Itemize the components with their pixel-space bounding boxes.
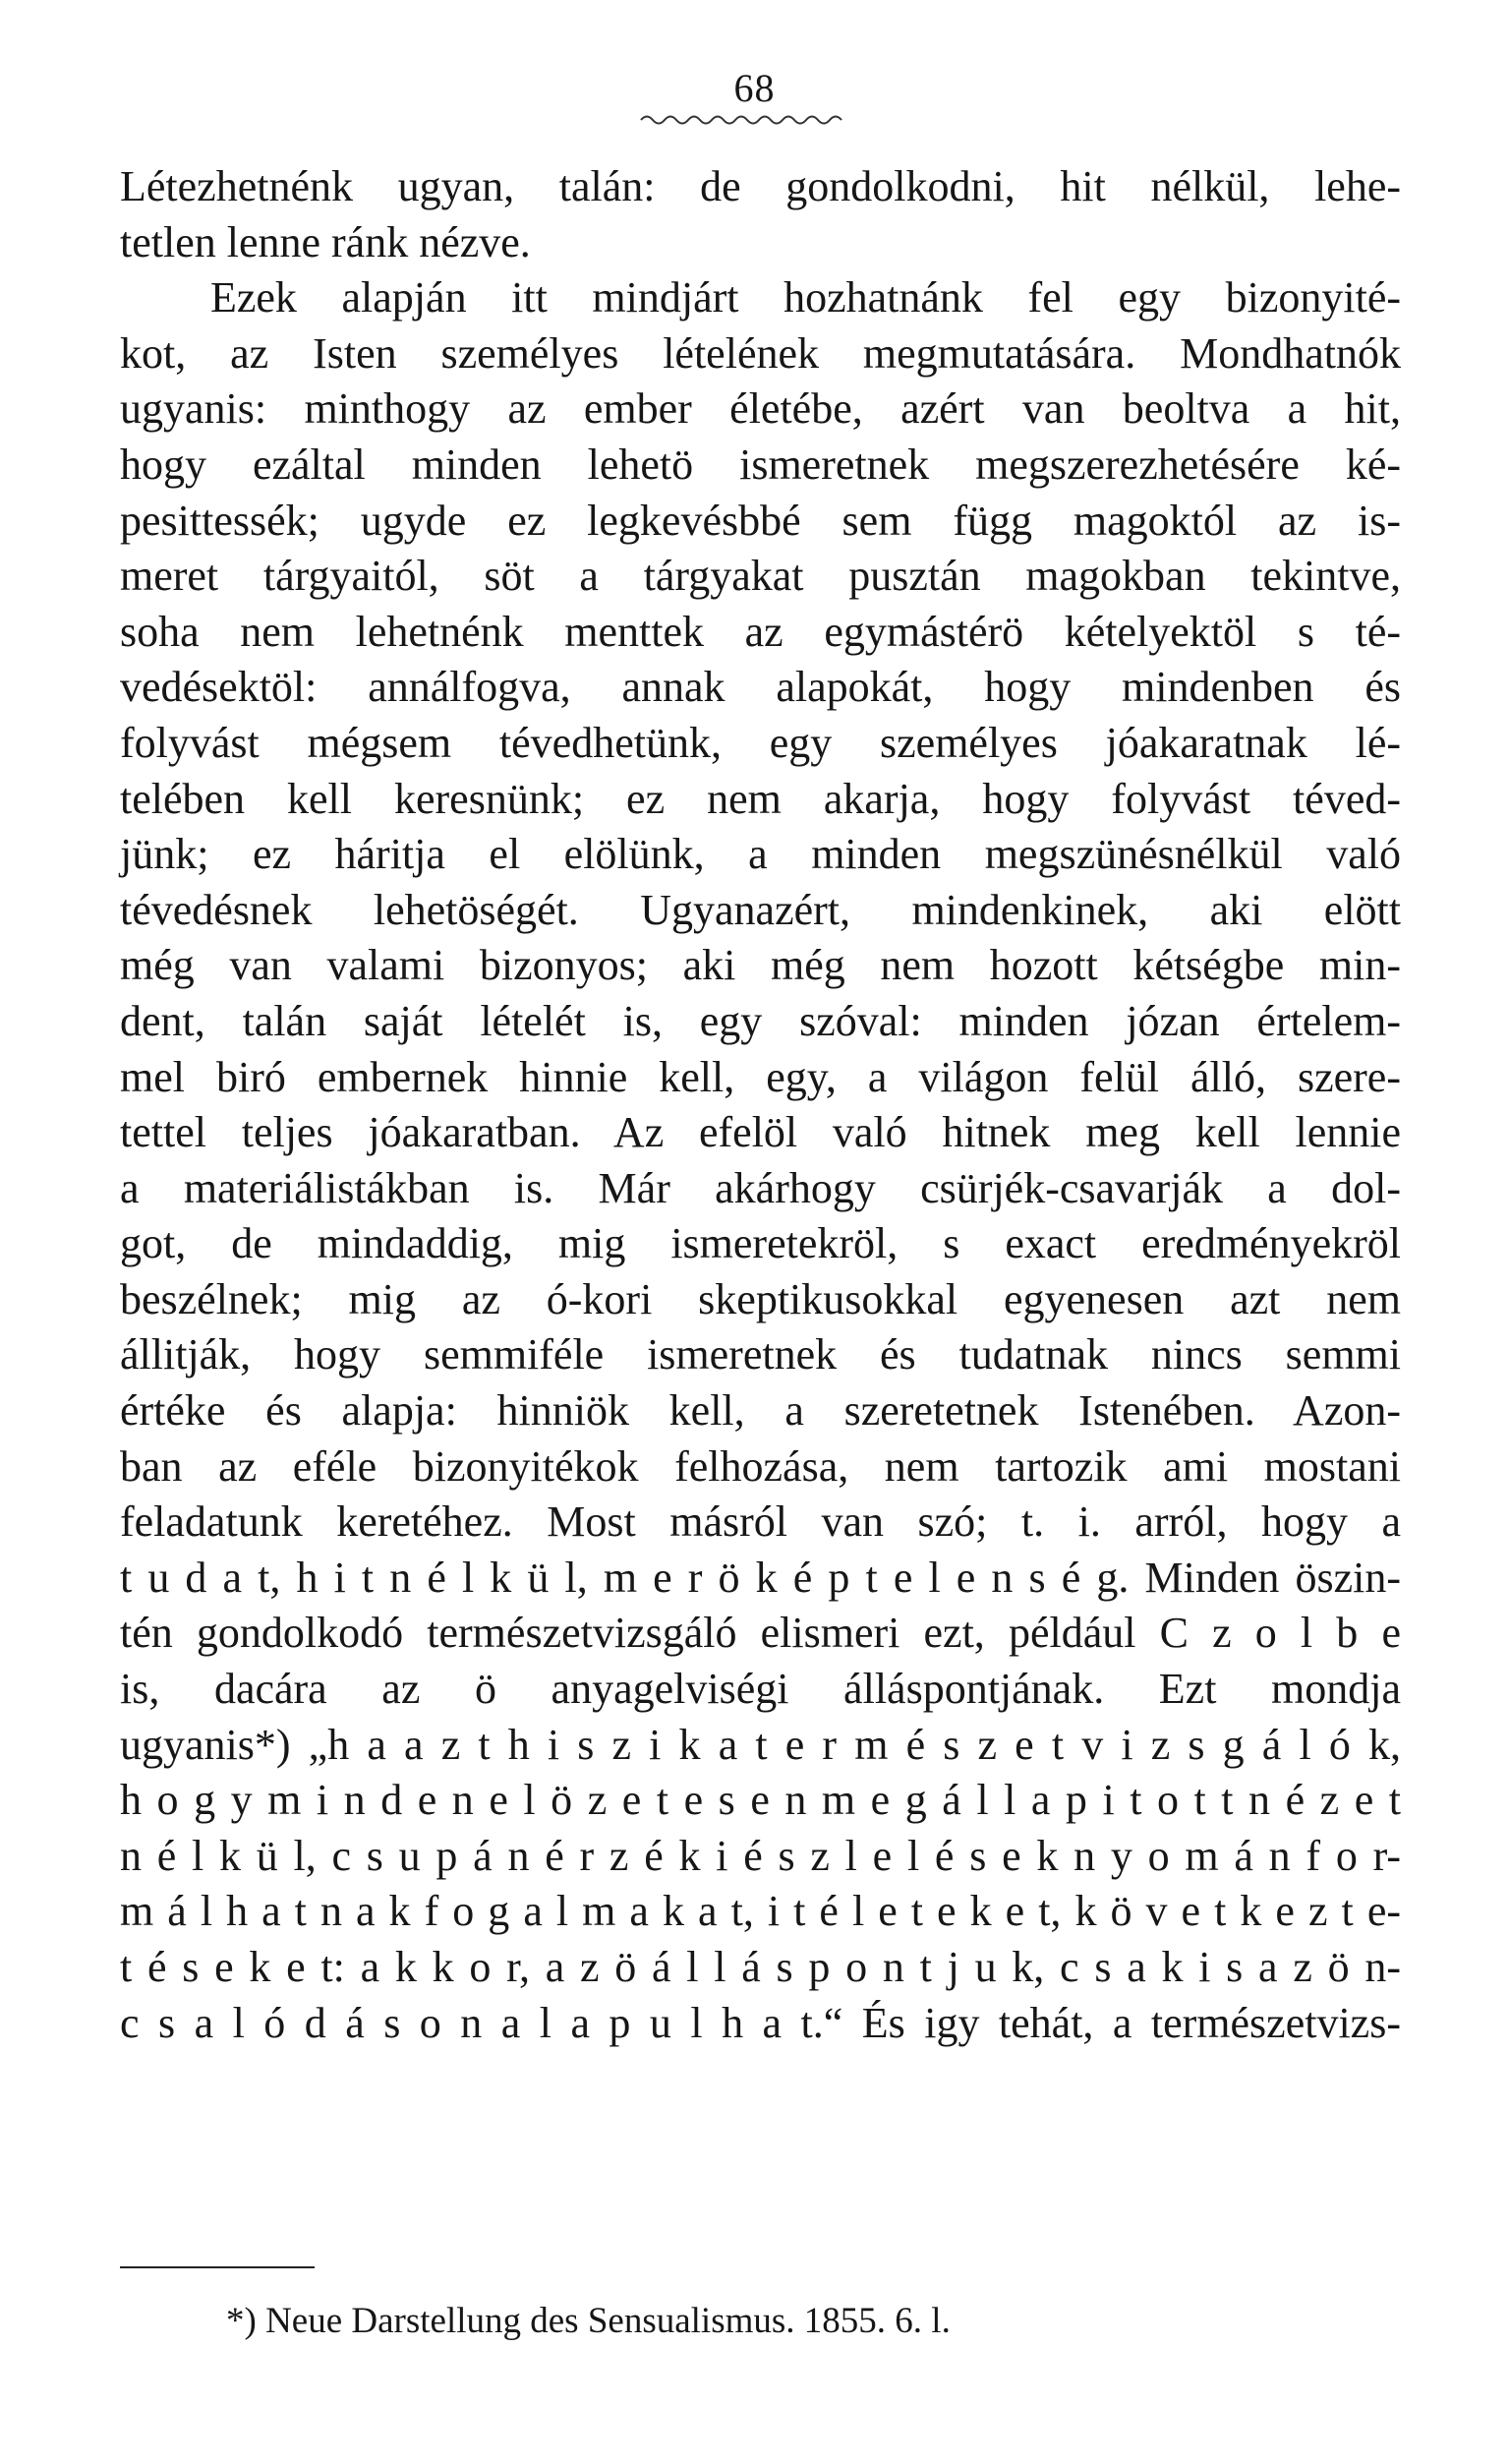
- text-line: hogy ezáltal minden lehetö ismeretnek megszerezhetésére ké-: [120, 440, 1401, 489]
- text-line: beszélnek; mig az ó-kori skeptikusokkal egyenesen azt nem: [120, 1274, 1401, 1323]
- text-line: tetlen lenne ránk nézve.: [120, 217, 531, 266]
- text-line: Ezek alapján itt mindjárt hozhatnánk fel egy bizonyité-: [210, 273, 1401, 323]
- text-line: c s a l ó d á s o n a l a p u l h a t.“ És igy tehát, a természetvizs-: [120, 1998, 1401, 2047]
- page-number-ornament: [639, 112, 851, 128]
- text-line: mel biró embernek hinnie kell, egy, a világon felül álló, szere-: [120, 1052, 1401, 1101]
- text-line: Létezhetnénk ugyan, talán: de gondolkodni, hit nélkül, lehe-: [120, 162, 1401, 210]
- text-line: ugyanis: minthogy az ember életébe, azért van beoltva a hit,: [120, 384, 1401, 434]
- text-line: got, de mindaddig, mig ismeretekröl, s exact eredményekröl: [120, 1219, 1401, 1268]
- footnote: *) Neue Darstellung des Sensualismus. 1855. 6. l.: [226, 2301, 951, 2341]
- text-line: n é l k ü l, c s u p á n é r z é k i é s z l e l é s e k n y o m á n f o r-: [120, 1831, 1401, 1880]
- page-number: 68: [733, 66, 776, 110]
- text-line: soha nem lehetnénk menttek az egymástérö kételyektöl s té-: [120, 607, 1401, 656]
- text-line: t u d a t, h i t n é l k ü l, m e r ö k é p t e l e n s é g. Minden öszin-: [120, 1553, 1401, 1602]
- text-line: vedésektöl: annálfogva, annak alapokát, hogy mindenben és: [120, 663, 1401, 712]
- text-line: ban az eféle bizonyitékok felhozása, nem tartozik ami mostani: [120, 1441, 1401, 1491]
- text-line: tévedésnek lehetöségét. Ugyanazért, mindenkinek, aki elött: [120, 885, 1401, 934]
- text-line: tettel teljes jóakaratban. Az efelöl való hitnek meg kell lennie: [120, 1108, 1401, 1157]
- text-line: t é s e k e t: a k k o r, a z ö á l l á s p o n t j u k, c s a k i s a z ö n-: [120, 1943, 1401, 1991]
- footnote-separator: [120, 2266, 315, 2268]
- text-line: is, dacára az ö anyagelviségi álláspontjának. Ezt mondja: [120, 1665, 1401, 1714]
- text-line: a materiálistákban is. Már akárhogy csürjék-csavarják a dol-: [120, 1163, 1401, 1212]
- text-line: feladatunk keretéhez. Most másról van szó; t. i. arról, hogy a: [120, 1497, 1401, 1547]
- text-line: jünk; ez háritja el elölünk, a minden megszünésnélkül való: [120, 830, 1401, 879]
- text-line: m á l h a t n a k f o g a l m a k a t, i t é l e t e k e t, k ö v e t k e z t e-: [120, 1887, 1401, 1936]
- text-line: állitják, hogy semmiféle ismeretnek és tudatnak nincs semmi: [120, 1330, 1401, 1379]
- text-line: ugyanis*) „h a a z t h i s z i k a t e r m é s z e t v i z s g á l ó k,: [120, 1720, 1401, 1769]
- text-line: h o g y m i n d e n e l ö z e t e s e n m e g á l l a p i t o t t n é z e t: [120, 1776, 1401, 1825]
- text-line: kot, az Isten személyes lételének megmutatására. Mondhatnók: [120, 328, 1401, 378]
- text-line: pesittessék; ugyde ez legkevésbbé sem függ magoktól az is-: [120, 496, 1401, 545]
- text-line: telében kell keresnünk; ez nem akarja, hogy folyvást téved-: [120, 774, 1401, 823]
- body-text: [120, 159, 1401, 2051]
- text-line: dent, talán saját lételét is, egy szóval: minden józan értelem-: [120, 996, 1401, 1045]
- text-line: értéke és alapja: hinniök kell, a szeretetnek Istenében. Azon-: [120, 1386, 1401, 1436]
- text-line: még van valami bizonyos; aki még nem hozott kétségbe min-: [120, 941, 1401, 990]
- text-line: folyvást mégsem tévedhetünk, egy személyes jóakaratnak lé-: [120, 718, 1401, 767]
- text-line: tén gondolkodó természetvizsgáló elismeri ezt, például C z o l b e: [120, 1609, 1401, 1658]
- text-line: meret tárgyaitól, söt a tárgyakat pusztán magokban tekintve,: [120, 552, 1401, 601]
